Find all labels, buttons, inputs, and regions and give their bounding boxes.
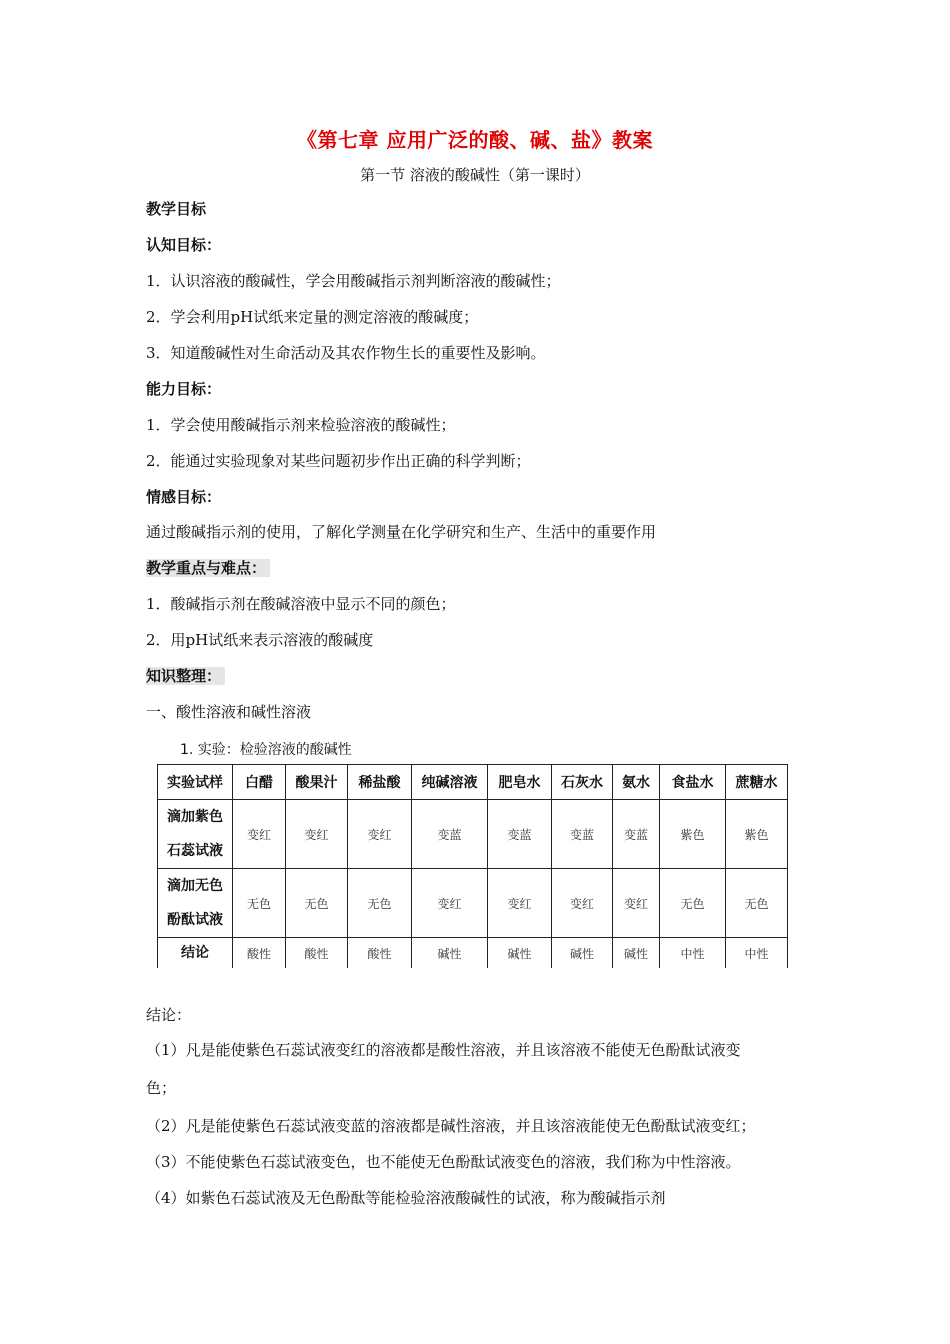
table-header-cell: 酸果汁 [286,765,348,800]
table-cell: 碱性 [488,938,552,969]
table-header-cell: 氨水 [613,765,660,800]
table-cell: 变蓝 [412,800,488,869]
conclusion-item: 色； [146,1079,177,1097]
table-header-cell: 蔗糖水 [726,765,788,800]
ability-goals-heading: 能力目标： [146,380,222,398]
conclusion-item: （3）不能使紫色石蕊试液变色，也不能使无色酚酞试液变色的溶液，我们称为中性溶液。 [146,1153,741,1171]
experiment-table [157,764,788,968]
table-cell: 变蓝 [552,800,613,869]
experiment-caption: 1. 实验：检验溶液的酸碱性 [180,742,352,758]
table-cell: 紫色 [726,800,788,869]
conclusion-item: （2）凡是能使紫色石蕊试液变蓝的溶液都是碱性溶液，并且该溶液能使无色酚酞试液变红； [146,1117,756,1135]
table-cell: 碱性 [412,938,488,969]
table-cell: 酸性 [233,938,286,969]
table-cell: 酸性 [348,938,412,969]
knowledge-heading-text: 知识整理： [146,667,225,685]
conclusion-item: （4）如紫色石蕊试液及无色酚酞等能检验溶液酸碱性的试液，称为酸碱指示剂 [146,1189,666,1207]
document-title: 《第七章 应用广泛的酸、碱、盐》教案 [297,128,653,152]
section-one-heading: 一、酸性溶液和碱性溶液 [146,703,312,721]
key-points-heading-text: 教学重点与难点： [146,559,270,577]
table-row [158,869,788,938]
table-cell: 无色 [726,869,788,938]
table-header-cell: 食盐水 [660,765,726,800]
table-cell: 碱性 [552,938,613,969]
row-label-line: 石蕊试液 [167,843,223,859]
conclusion-heading: 结论： [146,1006,192,1024]
table-cell: 变红 [348,800,412,869]
table-cell: 变红 [613,869,660,938]
table-cell: 中性 [726,938,788,969]
table-cell: 变蓝 [613,800,660,869]
table-header-cell: 白醋 [233,765,286,800]
table-cell: 变红 [552,869,613,938]
table-row-label [158,800,233,869]
section-subtitle: 第一节 溶液的酸碱性（第一课时） [360,166,590,184]
table-cell: 紫色 [660,800,726,869]
ability-goal-item: 2．能通过实验现象对某些问题初步作出正确的科学判断； [146,452,531,470]
row-label-line: 滴加无色 [167,878,223,894]
table-header-cell: 纯碱溶液 [412,765,488,800]
table-header-cell: 石灰水 [552,765,613,800]
table-cell: 无色 [286,869,348,938]
table-cell: 无色 [233,869,286,938]
table-cell: 变蓝 [488,800,552,869]
row-label-line: 酚酞试液 [167,912,223,928]
cognitive-goal-item: 3．知道酸碱性对生命活动及其农作物生长的重要性及影响。 [146,344,546,362]
cognitive-goal-item: 2．学会利用pH试纸来定量的测定溶液的酸碱度； [146,308,479,326]
table-cell: 变红 [286,800,348,869]
key-point-item: 1．酸碱指示剂在酸碱溶液中显示不同的颜色； [146,595,456,613]
cognitive-goals-heading: 认知目标： [146,236,222,254]
key-points-heading [146,557,270,578]
table-cell: 中性 [660,938,726,969]
table-cell: 变红 [488,869,552,938]
key-point-item: 2．用pH试纸来表示溶液的酸碱度 [146,631,374,649]
table-row-label [158,869,233,938]
cognitive-goal-item: 1．认识溶液的酸碱性，学会用酸碱指示剂判断溶液的酸碱性； [146,272,561,290]
table-header-row [158,765,788,800]
table-row-label: 结论 [158,938,233,969]
table-cell: 变红 [412,869,488,938]
table-row [158,800,788,869]
table-cell: 碱性 [613,938,660,969]
knowledge-heading [146,665,225,686]
table-cell: 无色 [660,869,726,938]
emotion-goals-heading: 情感目标： [146,488,222,506]
emotion-goal-text: 通过酸碱指示剂的使用，了解化学测量在化学研究和生产、生活中的重要作用 [146,523,657,541]
ability-goal-item: 1．学会使用酸碱指示剂来检验溶液的酸碱性； [146,416,456,434]
table-header-cell: 肥皂水 [488,765,552,800]
table-header-cell: 实验试样 [158,765,233,800]
table-cell: 酸性 [286,938,348,969]
conclusion-item: （1）凡是能使紫色石蕊试液变红的溶液都是酸性溶液，并且该溶液不能使无色酚酞试液变 [146,1041,741,1059]
teaching-goals-heading: 教学目标 [146,200,207,218]
table-row [158,938,788,969]
table-cell: 变红 [233,800,286,869]
table-cell: 无色 [348,869,412,938]
table-header-cell: 稀盐酸 [348,765,412,800]
row-label-line: 滴加紫色 [167,809,223,825]
